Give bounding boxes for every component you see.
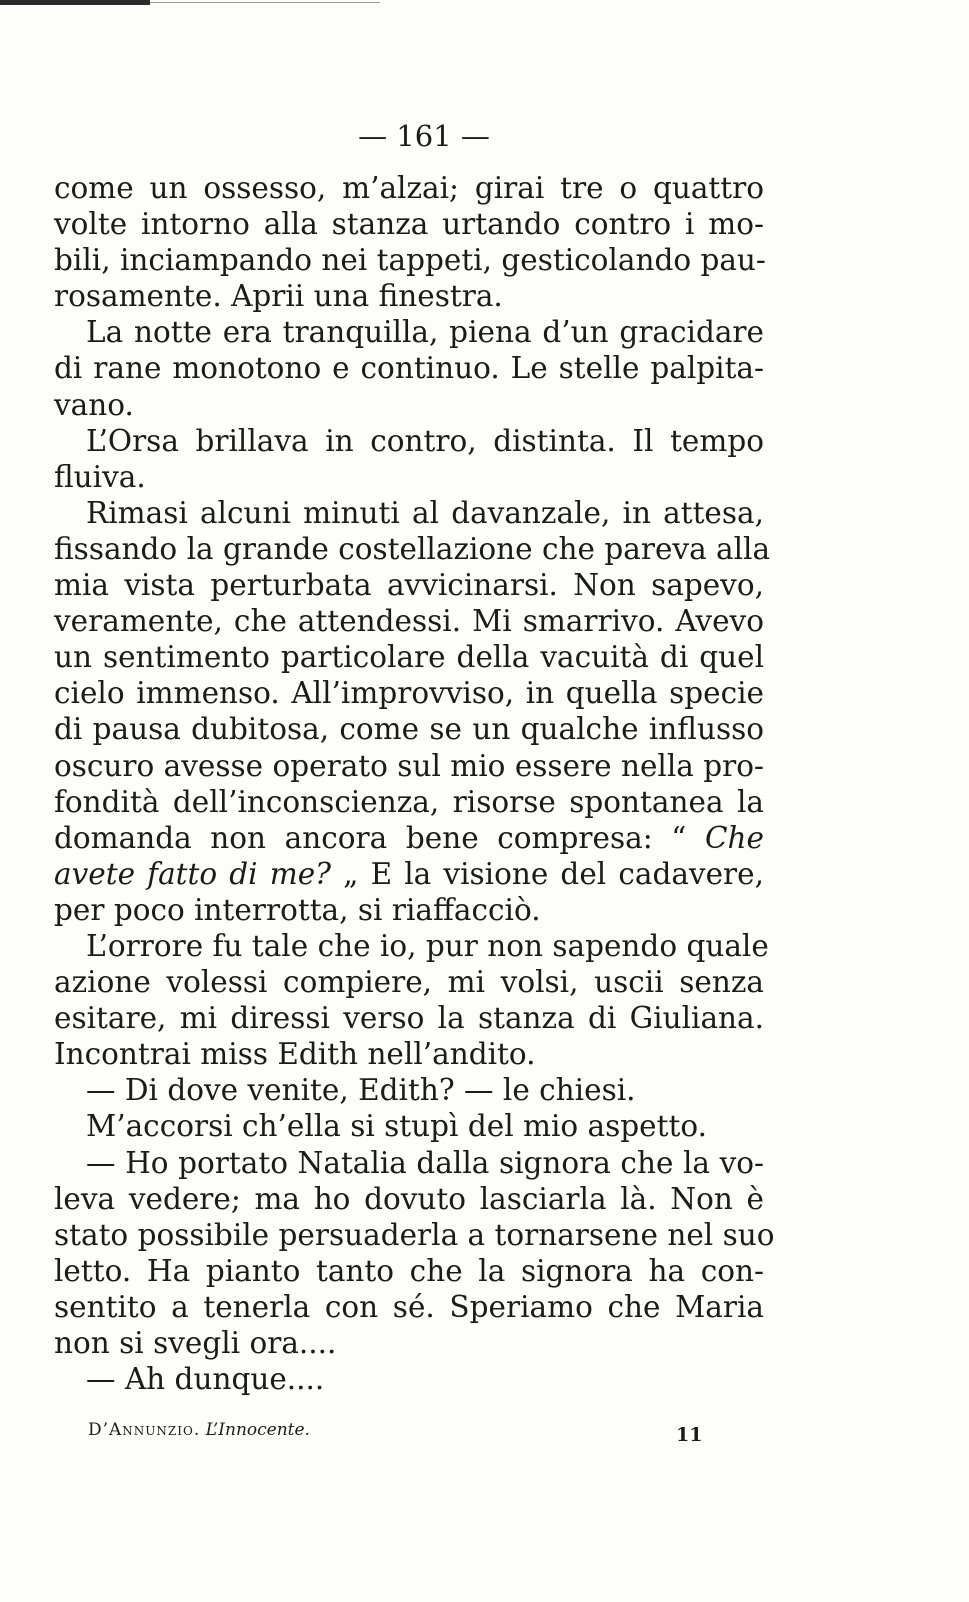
text-line: per poco interrotta, si riaffacciò.	[54, 892, 541, 927]
text-line: domanda non ancora bene compresa: “ Che	[54, 820, 764, 855]
text-line: di rane monotono e continuo. Le stelle palpita-	[54, 351, 764, 386]
paragraph	[54, 1361, 764, 1397]
text-line: esitare, mi diressi verso la stanza di Giuliana.	[54, 1001, 764, 1036]
text-line: stato possibile persuaderla a tornarsene nel suo	[54, 1217, 775, 1252]
scan-edge-mark	[0, 0, 150, 5]
text-line: veramente, che attendessi. Mi smarrivo. Avevo	[54, 604, 764, 639]
text-line: mia vista perturbata avvicinarsi. Non sapevo,	[54, 568, 764, 603]
text-line: letto. Ha pianto tanto che la signora ha con-	[54, 1253, 764, 1288]
text-line: — Ho portato Natalia dalla signora che la vo-	[86, 1145, 764, 1180]
italic-phrase: Che	[704, 820, 764, 855]
paragraph	[54, 314, 764, 422]
text-line: cielo immenso. All’improvviso, in quella specie	[54, 676, 764, 711]
body-text	[54, 170, 775, 1397]
text-line: fissando la grande costellazione che pareva alla	[54, 531, 771, 566]
paragraph	[54, 1145, 775, 1362]
text-line: L’Orsa brillava in contro, distinta. Il tempo	[86, 423, 764, 458]
text-line: di pausa dubitosa, come se un qualche influsso	[54, 712, 764, 747]
paragraph	[54, 1072, 764, 1108]
text-line: come un ossesso, m’alzai; girai tre o quattro	[54, 171, 764, 205]
text-line: — Di dove venite, Edith? — le chiesi.	[86, 1073, 636, 1108]
text-line: vano.	[54, 387, 134, 422]
text-line: leva vedere; ma ho dovuto lasciarla là. Non è	[54, 1181, 764, 1216]
paragraph	[54, 170, 764, 314]
text-line: oscuro avesse operato sul mio essere nella pro-	[54, 748, 764, 783]
italic-phrase: avete fatto di me?	[54, 856, 331, 891]
text-line: non si svegli ora....	[54, 1326, 337, 1360]
text-line: — Ah dunque....	[86, 1362, 325, 1397]
paragraph	[54, 495, 771, 928]
paragraph	[54, 928, 769, 1072]
footer-title: L’Innocente.	[205, 1420, 310, 1440]
text-line: volte intorno alla stanza urtando contro i mo-	[54, 207, 764, 242]
text-line: M’accorsi ch’ella si stupì del mio aspetto.	[86, 1109, 707, 1144]
text-line: azione volessi compiere, mi volsi, uscii senza	[54, 965, 764, 1000]
text-line: La notte era tranquilla, piena d’un gracidare	[86, 315, 764, 350]
footer-author: D’Annunzio.	[88, 1420, 201, 1440]
text-line: Rimasi alcuni minuti al davanzale, in attesa,	[86, 495, 764, 530]
text-line: rosamente. Aprii una finestra.	[54, 279, 503, 314]
text-line: sentito a tenerla con sé. Speriamo che Maria	[54, 1289, 764, 1324]
text-line: fluiva.	[54, 459, 146, 494]
scan-edge-line	[150, 2, 380, 3]
text-line: Incontrai miss Edith nell’andito.	[54, 1037, 536, 1072]
text-line: avete fatto di me? „ E la visione del cadavere,	[54, 856, 764, 891]
page-number: — 161 —	[358, 119, 490, 153]
text-line: bili, inciampando nei tappeti, gesticolando pau-	[54, 243, 766, 278]
book-page	[54, 118, 775, 1397]
text-line: un sentimento particolare della vacuità di quel	[54, 640, 764, 675]
paragraph	[54, 423, 764, 495]
signature-mark: 11	[676, 1424, 703, 1446]
text-line: L’orrore fu tale che io, pur non sapendo quale	[86, 928, 769, 963]
page-footer	[88, 1418, 708, 1442]
paragraph	[54, 1108, 764, 1144]
text-line: fondità dell’inconscienza, risorse spontanea la	[54, 784, 764, 819]
